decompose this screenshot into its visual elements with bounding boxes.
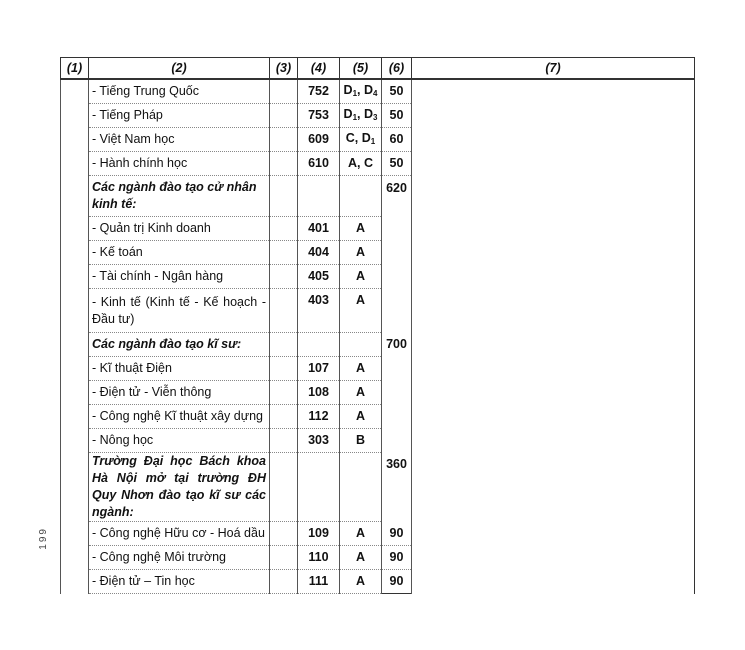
col3-cell xyxy=(270,128,298,152)
major-code: 111 xyxy=(298,570,340,594)
notes-cell xyxy=(412,79,695,594)
header-col-6: (6) xyxy=(382,58,412,80)
col3-cell xyxy=(270,546,298,570)
col3-cell xyxy=(270,429,298,453)
exam-block xyxy=(340,333,382,357)
col3-cell xyxy=(270,217,298,241)
exam-block: $D_1$, $D_3$ xyxy=(340,104,382,128)
header-col-4: (4) xyxy=(298,58,340,80)
quota: 50 xyxy=(382,79,412,104)
major-code: 610 xyxy=(298,152,340,176)
quota: 90 xyxy=(382,522,412,546)
major-name: - Kĩ thuật Điện xyxy=(89,357,270,381)
major-name: - Việt Nam học xyxy=(89,128,270,152)
major-code: 753 xyxy=(298,104,340,128)
col3-cell xyxy=(270,333,298,357)
exam-block: B xyxy=(340,429,382,453)
major-name: - Kế toán xyxy=(89,241,270,265)
exam-block: A xyxy=(340,217,382,241)
major-code xyxy=(298,176,340,217)
quota: 60 xyxy=(382,128,412,152)
quota: 90 xyxy=(382,570,412,594)
major-code: 109 xyxy=(298,522,340,546)
quota: 50 xyxy=(382,104,412,128)
major-name: - Tiếng Trung Quốc xyxy=(89,79,270,104)
col3-cell xyxy=(270,176,298,217)
quota: 50 xyxy=(382,152,412,176)
major-name: - Điện tử – Tin học xyxy=(89,570,270,594)
col3-cell xyxy=(270,241,298,265)
table-row xyxy=(61,79,695,104)
major-code: 303 xyxy=(298,429,340,453)
col3-cell xyxy=(270,79,298,104)
major-name: - Công nghệ Kĩ thuật xây dựng xyxy=(89,405,270,429)
col1-cell xyxy=(61,79,89,594)
major-name: - Hành chính học xyxy=(89,152,270,176)
col3-cell xyxy=(270,289,298,333)
col3-cell xyxy=(270,152,298,176)
exam-block: A xyxy=(340,265,382,289)
col3-cell xyxy=(270,265,298,289)
major-name: - Công nghệ Hữu cơ - Hoá dầu xyxy=(89,522,270,546)
col3-cell xyxy=(270,357,298,381)
exam-block: A xyxy=(340,357,382,381)
quota: 90 xyxy=(382,546,412,570)
col3-cell xyxy=(270,381,298,405)
col3-cell xyxy=(270,522,298,546)
section-quota: 360 xyxy=(382,453,412,522)
major-code: 404 xyxy=(298,241,340,265)
exam-block: A xyxy=(340,522,382,546)
exam-block: A xyxy=(340,570,382,594)
major-name: - Quản trị Kinh doanh xyxy=(89,217,270,241)
exam-block: A xyxy=(340,381,382,405)
page-number: 199 xyxy=(38,527,49,550)
section-quota: 620 xyxy=(382,176,412,333)
header-row xyxy=(61,58,695,80)
col3-cell xyxy=(270,453,298,522)
major-code xyxy=(298,453,340,522)
exam-block xyxy=(340,176,382,217)
section-heading: Trường Đại học Bách khoa Hà Nội mở tại trường ĐH Quy Nhơn đào tạo kĩ sư các ngành: xyxy=(89,453,270,522)
major-code: 403 xyxy=(298,289,340,333)
exam-block: A xyxy=(340,289,382,333)
col3-cell xyxy=(270,104,298,128)
exam-block: A xyxy=(340,241,382,265)
major-code: 752 xyxy=(298,79,340,104)
section-heading: Các ngành đào tạo kĩ sư: xyxy=(89,333,270,357)
major-name: - Công nghệ Môi trường xyxy=(89,546,270,570)
section-heading: Các ngành đào tạo cử nhân kinh tế: xyxy=(89,176,270,217)
major-name: - Nông học xyxy=(89,429,270,453)
quota xyxy=(382,357,412,453)
col3-cell xyxy=(270,570,298,594)
exam-block: C, $D_1$ xyxy=(340,128,382,152)
major-name: - Tiếng Pháp xyxy=(89,104,270,128)
major-code: 112 xyxy=(298,405,340,429)
major-code: 108 xyxy=(298,381,340,405)
major-name: - Kinh tế (Kinh tế - Kế hoạch - Đầu tư) xyxy=(89,289,270,333)
major-code xyxy=(298,333,340,357)
header-col-2: (2) xyxy=(89,58,270,80)
header-col-5: (5) xyxy=(340,58,382,80)
major-code: 405 xyxy=(298,265,340,289)
major-code: 609 xyxy=(298,128,340,152)
major-code: 401 xyxy=(298,217,340,241)
major-name: - Điện tử - Viễn thông xyxy=(89,381,270,405)
col3-cell xyxy=(270,405,298,429)
major-code: 107 xyxy=(298,357,340,381)
exam-block: A xyxy=(340,546,382,570)
exam-block: A, C xyxy=(340,152,382,176)
header-col-3: (3) xyxy=(270,58,298,80)
exam-block: A xyxy=(340,405,382,429)
admissions-table xyxy=(60,57,695,594)
section-quota: 700 xyxy=(382,333,412,357)
major-code: 110 xyxy=(298,546,340,570)
major-name: - Tài chính - Ngân hàng xyxy=(89,265,270,289)
header-col-7: (7) xyxy=(412,58,695,80)
header-col-1: (1) xyxy=(61,58,89,80)
exam-block: $D_1$, $D_4$ xyxy=(340,79,382,104)
exam-block xyxy=(340,453,382,522)
